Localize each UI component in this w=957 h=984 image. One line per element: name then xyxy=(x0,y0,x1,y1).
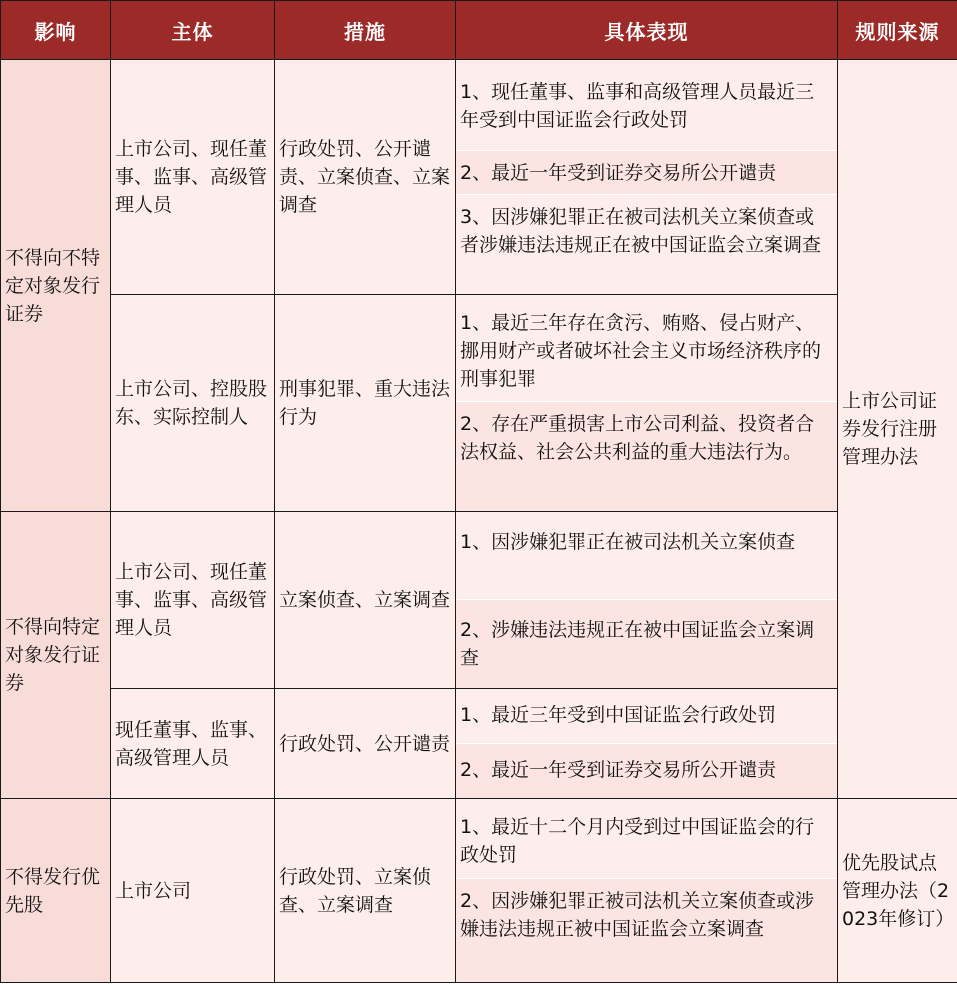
detail-cell xyxy=(456,689,838,799)
subject-cell: 上市公司、现任董事、监事、高级管理人员 xyxy=(111,512,275,689)
header-source: 规则来源 xyxy=(838,1,957,60)
measure-cell: 刑事犯罪、重大违法行为 xyxy=(275,295,456,512)
source-cell: 优先股试点管理办法（2023年修订） xyxy=(838,799,957,983)
table-row xyxy=(1,799,957,983)
header-detail: 具体表现 xyxy=(456,1,838,60)
impact-cell: 不得向特定对象发行证券 xyxy=(1,512,111,799)
detail-item: 1、最近三年存在贪污、贿赂、侵占财产、挪用财产或者破坏社会主义市场经济秩序的刑事犯罪 xyxy=(456,295,837,402)
header-subject: 主体 xyxy=(111,1,275,60)
source-cell: 上市公司证券发行注册管理办法 xyxy=(838,60,957,799)
table-row xyxy=(1,295,957,512)
detail-cell xyxy=(456,799,838,983)
measure-cell: 立案侦查、立案调查 xyxy=(275,512,456,689)
header-measure: 措施 xyxy=(275,1,456,60)
table-row xyxy=(1,512,957,689)
detail-item: 1、因涉嫌犯罪正在被司法机关立案侦查 xyxy=(456,512,837,600)
detail-item: 2、最近一年受到证券交易所公开谴责 xyxy=(456,744,837,798)
subject-cell: 上市公司、控股股东、实际控制人 xyxy=(111,295,275,512)
measure-cell: 行政处罚、公开谴责、立案侦查、立案调查 xyxy=(275,60,456,295)
detail-cell xyxy=(456,60,838,295)
header-row xyxy=(1,1,957,60)
detail-item: 1、现任董事、监事和高级管理人员最近三年受到中国证监会行政处罚 xyxy=(456,60,837,151)
impact-cell: 不得发行优先股 xyxy=(1,799,111,983)
measure-cell: 行政处罚、公开谴责 xyxy=(275,689,456,799)
detail-item: 2、涉嫌违法违规正在被中国证监会立案调查 xyxy=(456,600,837,688)
impact-cell: 不得向不特定对象发行证券 xyxy=(1,60,111,512)
detail-item: 2、最近一年受到证券交易所公开谴责 xyxy=(456,151,837,195)
detail-cell xyxy=(456,295,838,512)
detail-item: 1、最近十二个月内受到过中国证监会的行政处罚 xyxy=(456,799,837,879)
header-impact: 影响 xyxy=(1,1,111,60)
detail-cell xyxy=(456,512,838,689)
table-row xyxy=(1,689,957,799)
subject-cell: 上市公司、现任董事、监事、高级管理人员 xyxy=(111,60,275,295)
detail-item: 3、因涉嫌犯罪正在被司法机关立案侦查或者涉嫌违法违规正在被中国证监会立案调查 xyxy=(460,206,822,256)
subject-cell: 现任董事、监事、高级管理人员 xyxy=(111,689,275,799)
subject-cell: 上市公司 xyxy=(111,799,275,983)
detail-item: 1、最近三年受到中国证监会行政处罚 xyxy=(456,689,837,744)
measure-cell: 行政处罚、立案侦查、立案调查 xyxy=(275,799,456,983)
detail-item: 2、因涉嫌犯罪正被司法机关立案侦查或涉嫌违法违规正被中国证监会立案调查 xyxy=(456,879,837,982)
table-row xyxy=(1,60,957,295)
detail-item: 2、存在严重损害上市公司利益、投资者合法权益、社会公共利益的重大违法行为。 xyxy=(456,402,837,511)
